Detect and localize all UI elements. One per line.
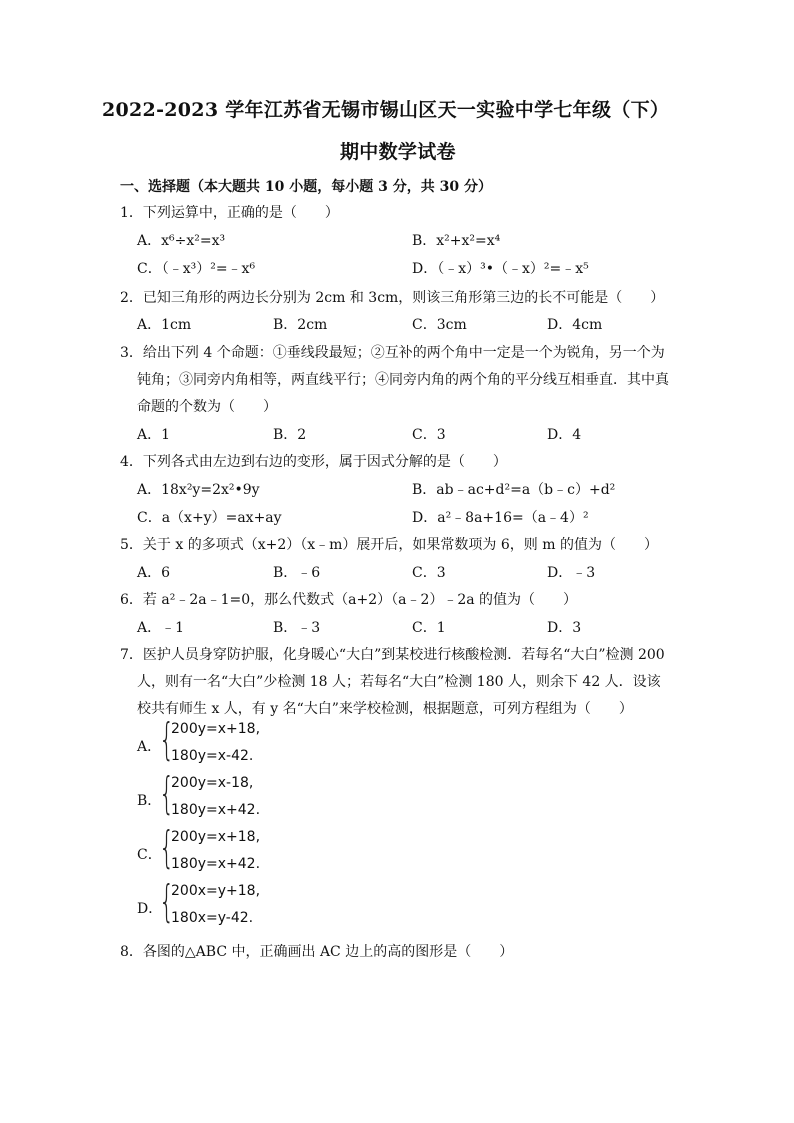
q5-option-b: B．﹣6	[273, 565, 321, 581]
q4-option-b: B．ab﹣ac+d²=a（b﹣c）+d²	[412, 482, 616, 498]
question-7-stem-line3: 校共有师生 x 人，有 y 名“大白”来学校检测，根据题意，可列方程组为（ ）	[137, 701, 633, 717]
question-8-stem: 8．各图的△ABC 中，正确画出 AC 边上的高的图形是（ ）	[120, 944, 514, 960]
q2-option-a: A．1cm	[137, 317, 192, 333]
q7-option-b-eq2: 180y=x+42.	[171, 802, 261, 818]
q7-option-c-eq2: 180y=x+42.	[171, 856, 261, 872]
q3-option-b: B．2	[273, 427, 307, 443]
q7-option-d-eq1: 200x=y+18,	[171, 883, 261, 899]
question-4-stem: 4．下列各式由左边到右边的变形，属于因式分解的是（ ）	[120, 454, 507, 470]
question-7-stem-line1: 7．医护人员身穿防护服，化身暖心“大白”到某校进行核酸检测．若每名“大白”检测 200	[120, 647, 665, 663]
q7-option-c-eq1: 200y=x+18,	[171, 829, 261, 845]
q3-option-d: D．4	[547, 427, 582, 443]
question-3-stem-line2: 钝角；③同旁内角相等，两直线平行；④同旁内角的两个角的平分线互相垂直．其中真	[137, 372, 669, 388]
paper-title-line1: 2022-2023 学年江苏省无锡市锡山区天一实验中学七年级（下）	[102, 99, 670, 121]
q2-option-b: B．2cm	[273, 317, 328, 333]
question-6-stem: 6．若 a²﹣2a﹣1=0，那么代数式（a+2）（a﹣2）﹣2a 的值为（ ）	[120, 592, 578, 608]
q5-option-c: C．3	[412, 565, 446, 581]
q4-option-d: D．a²﹣8a+16=（a﹣4）²	[412, 510, 589, 526]
q7-option-a-brace: {	[159, 714, 175, 765]
q7-option-b-label: B．	[137, 793, 162, 809]
q7-option-c-brace: {	[159, 822, 175, 873]
q7-option-b-brace: {	[159, 768, 175, 819]
q6-option-a: A．﹣1	[137, 620, 185, 636]
q1-option-b: B．x²+x²=x⁴	[412, 233, 501, 249]
question-5-stem: 5．关于 x 的多项式（x+2）（x﹣m）展开后，如果常数项为 6，则 m 的值为（ ）	[120, 537, 658, 553]
q5-option-a: A．6	[137, 565, 171, 581]
q7-option-d-eq2: 180x=y-42.	[171, 910, 254, 926]
paper-title-line2: 期中数学试卷	[340, 141, 456, 163]
section-heading: 一、选择题（本大题共 10 小题，每小题 3 分，共 30 分）	[120, 179, 492, 195]
q7-option-d-label: D．	[137, 901, 163, 917]
question-1-stem: 1．下列运算中，正确的是（ ）	[120, 205, 339, 221]
question-3-stem-line3: 命题的个数为（ ）	[137, 399, 277, 415]
q7-option-b-eq1: 200y=x-18,	[171, 775, 254, 791]
q3-option-a: A．1	[137, 427, 171, 443]
q7-option-d-brace: {	[159, 876, 175, 927]
q4-option-c: C．a（x+y）=ax+ay	[137, 510, 282, 526]
q1-option-a: A．x⁶÷x²=x³	[137, 233, 226, 249]
q7-option-a-eq2: 180y=x-42.	[171, 748, 254, 764]
q7-option-c-label: C．	[137, 847, 162, 863]
question-2-stem: 2．已知三角形的两边长分别为 2cm 和 3cm，则该三角形第三边的长不可能是（ ）	[120, 290, 665, 306]
q2-option-c: C．3cm	[412, 317, 467, 333]
q5-option-d: D．﹣3	[547, 565, 596, 581]
q1-option-d: D．（﹣x）³•（﹣x）²=﹣x⁵	[412, 261, 589, 277]
q6-option-c: C．1	[412, 620, 446, 636]
q2-option-d: D．4cm	[547, 317, 603, 333]
q1-option-c: C．（﹣x³）²=﹣x⁶	[137, 261, 256, 277]
question-7-stem-line2: 人，则有一名“大白”少检测 18 人；若每名“大白”检测 180 人，则余下 42 人．设该	[137, 674, 661, 690]
q7-option-a-eq1: 200y=x+18,	[171, 721, 261, 737]
q3-option-c: C．3	[412, 427, 446, 443]
q7-option-a-label: A．	[137, 739, 162, 755]
q6-option-b: B．﹣3	[273, 620, 321, 636]
question-3-stem-line1: 3．给出下列 4 个命题：①垂线段最短；②互补的两个角中一定是一个为锐角，另一个为	[120, 345, 665, 361]
q4-option-a: A．18x²y=2x²•9y	[137, 482, 260, 498]
q6-option-d: D．3	[547, 620, 582, 636]
